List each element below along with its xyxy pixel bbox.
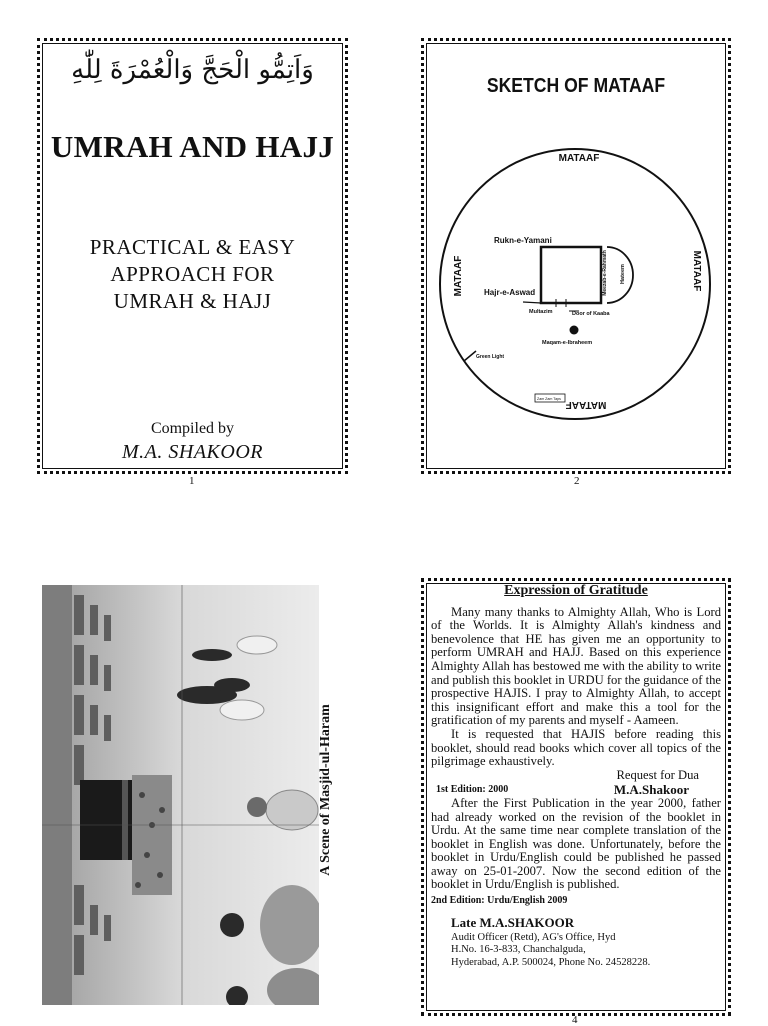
address-line: Audit Officer (Retd), AG's Office, Hyd xyxy=(451,932,616,944)
cover-page xyxy=(37,38,348,474)
book-title: UMRAH AND HAJJ xyxy=(50,129,335,164)
photo-caption-text: A Scene of Masjid-ul-Haram xyxy=(318,704,333,876)
arabic-verse: وَاَتِمُّو الْحَجَّ وَالْعُمْرَةَ لِلّٰهِ xyxy=(71,55,314,85)
first-edition-line xyxy=(431,783,721,797)
compiled-by-label: Compiled by xyxy=(150,420,235,437)
book-subtitle xyxy=(60,234,325,315)
subtitle-line: UMRAH & HAJJ xyxy=(113,289,272,313)
photo-caption xyxy=(314,580,338,1000)
mataaf-top-label: MATAAF xyxy=(558,153,600,164)
maqam-dot xyxy=(570,326,579,335)
page-number: 1 xyxy=(189,475,195,487)
mataaf-bottom-label: MATAAF xyxy=(565,399,607,410)
author-name: M.A. SHAKOOR xyxy=(122,441,263,463)
gratitude-paragraph: Many many thanks to Almighty Allah, Who is Lord of the Worlds. It is Almighty Allah's kindness and benevolence that HE has given me an opportunity to perform UMRAH and HAJJ. Based on this experience Almighty Allah has bestowed me with the ability to write and publish this booklet in URDU for the guidance of the prospective HAJIS. I pray to Almighty Allah, to accept this insignificant effort and make this a tool for the gratification of my parents and myself - Aameen. xyxy=(431,604,721,728)
green-light-label: Green Light xyxy=(476,354,505,360)
subtitle-line: PRACTICAL & EASY xyxy=(89,235,296,259)
late-author-name: Late M.A.SHAKOOR xyxy=(451,914,575,930)
maqam-label: Maqam-e-Ibraheem xyxy=(542,340,593,346)
rukn-label: Rukn-e-Yamani xyxy=(494,236,552,245)
mataaf-diagram xyxy=(424,41,734,477)
kaaba-square xyxy=(541,247,601,303)
subtitle-line: APPROACH FOR xyxy=(110,262,275,286)
gratitude-page xyxy=(421,578,731,1016)
author-address xyxy=(451,932,721,969)
door-label: Door of Kaaba xyxy=(572,311,610,317)
photo-illustration xyxy=(42,585,319,1005)
second-edition: 2nd Edition: Urdu/English 2009 xyxy=(431,895,568,907)
mataaf-circle xyxy=(440,149,710,419)
second-edition-paragraph: After the First Publication in the year 2000, father had already worked on the revision of the booklet in Urdu. At the same time near complete translation of the booklet in English was done. Unfortunately, before the booklet in Urdu/English could be published he passed away on 25-01-2007. Now the second edition of the booklet in Urdu/English is published. xyxy=(431,795,721,892)
page-number: 4 xyxy=(572,1014,578,1026)
request-for-dua: Request for Dua xyxy=(616,767,699,782)
mataaf-right-label: MATAAF xyxy=(691,250,702,292)
mataaf-sketch-page xyxy=(421,38,731,474)
gratitude-heading: Expression of Gratitude xyxy=(504,583,648,598)
page-number: 2 xyxy=(574,475,580,487)
zamzam-label: Zam Zam Taps xyxy=(537,397,561,401)
signature: M.A.Shakoor xyxy=(613,782,689,798)
meezab-label: Meezab-e-Rahmath xyxy=(602,250,608,296)
masjid-photo xyxy=(42,585,319,1005)
mataaf-left-label: MATAAF xyxy=(453,255,464,297)
address-line: H.No. 16-3-833, Chanchalguda, xyxy=(451,944,586,956)
sketch-title: SKETCH OF MATAAF xyxy=(486,75,666,97)
multazim-label: Multazim xyxy=(529,309,553,315)
request-paragraph: It is requested that HAJIS before reading this booklet, should read books which cover all topics of the pilgrimage exhaustively. xyxy=(431,726,721,769)
first-edition: 1st Edition: 2000 xyxy=(436,784,509,796)
hateem-label: Hateem xyxy=(620,264,626,284)
hajr-label: Hajr-e-Aswad xyxy=(484,288,536,297)
address-line: Hyderabad, A.P. 500024, Phone No. 24528228. xyxy=(451,956,651,968)
